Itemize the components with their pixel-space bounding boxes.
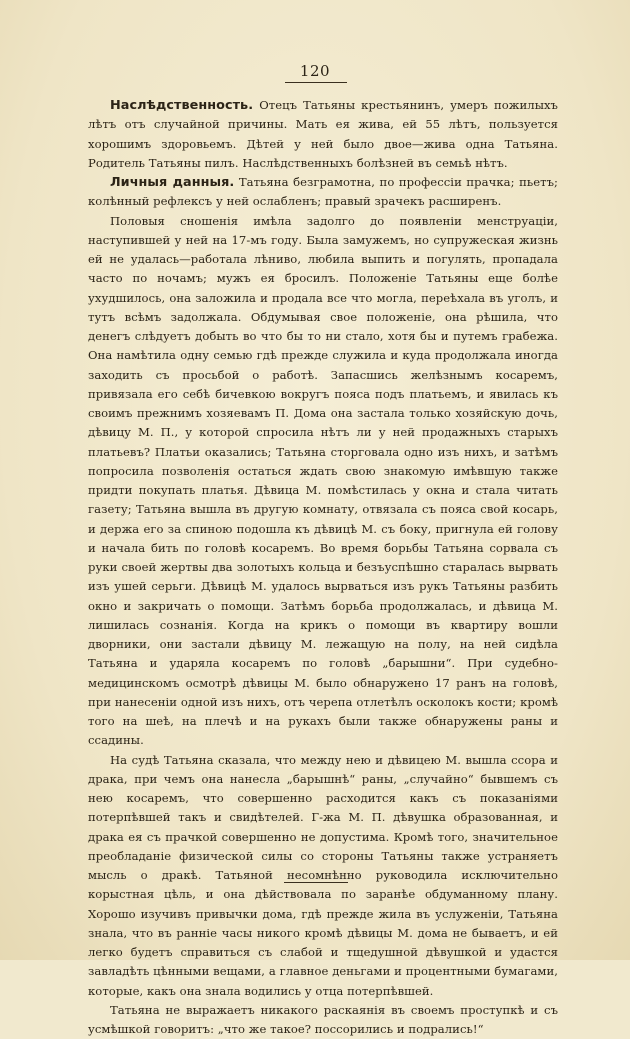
page-number: 120 xyxy=(299,62,331,80)
personal-data-text: Татьяна безграмотна, по профессіи прачка; пьетъ; колѣнный рефлексъ у ней ослабленъ; правый зрачекъ расширенъ. xyxy=(88,175,558,209)
crime-narrative-paragraph: Половыя сношенія имѣла задолго до появленіи менструаціи, наступившей у ней на 17-мъ году. Была замужемъ, но супружеская жизнь ей не удалась—работала лѣниво, любила выпить и погулять, пропадала часто по ночамъ; мужъ ея бросилъ. Положеніе Татьяны еще болѣе ухудшилось, она заложила и продала все что могла, переѣхала въ уголъ, и тутъ всѣмъ задолжала. Обдумывая свое положеніе, она рѣшила, что денегъ слѣдуетъ добыть во что бы то ни стало, хотя бы и путемъ грабежа. Она намѣтила одну семью гдѣ прежде служила и куда продолжала иногда заходить съ просьбой о работѣ. Запасшись желѣзнымъ косаремъ, привязала его себѣ бичевкою вокругъ пояса подъ платьемъ, и явилась къ своимъ прежнимъ хозяевамъ П. Дома она застала только хозяйскую дочь, дѣвицу М. П., у которой спросила нѣтъ ли у ней продажныхъ старыхъ платьевъ? Платьи оказались; Татьяна сторговала одно изъ нихъ, и затѣмъ попросила позволенія остаться ждать свою знакомую имѣвшую также придти покупать платья. Дѣвица М. помѣстилась у окна и стала читать газету; Татьяна вышла въ другую комнату, отвязала съ пояса свой косарь, и держа его за спиною подошла къ дѣвицѣ М. съ боку, пригнула ей голову и начала бить по головѣ косаремъ. Во время борьбы Татьяна сорвала съ руки своей жертвы два золотыхъ кольца и безъуспѣшно старалась вырвать изъ ушей серьги. Дѣвицѣ М. удалось вырваться изъ рукъ Татьяны разбить окно и закричать о помощи. Затѣмъ борьба продолжалась, и дѣвица М. лишилась сознанія. Когда на крикъ о помощи въ квартиру вошли дворники, они застали дѣвицу М. лежащую на полу, на ней сидѣла Татьяна и ударяла косаремъ по головѣ „барышни“. При судебно-медицинскомъ осмотрѣ дѣвицы М. было обнаружено 17 ранъ на головѣ, при нанесеніи одной изъ нихъ, отъ черепа отлетѣлъ осколокъ кости; кромѣ того на шеѣ, на плечѣ и на рукахъ были также обнаружены раны и ссадины. xyxy=(88,213,558,748)
footer-rule xyxy=(284,882,348,883)
personal-data-heading: Личныя данныя. xyxy=(110,175,235,190)
heredity-paragraph xyxy=(88,96,558,173)
body-text xyxy=(88,96,558,1039)
closing-paragraph: Татьяна не выражаетъ никакого раскаянія въ своемъ проступкѣ и съ усмѣшкой говоритъ: „что же такое? поссорились и подрались!“ xyxy=(88,1002,558,1036)
header-rule xyxy=(285,82,347,83)
heredity-text: Отецъ Татьяны крестьянинъ, умеръ пожилыхъ лѣтъ отъ случайной причины. Мать ея жива, ей 55 лѣтъ, пользуется хорошимъ здоровьемъ. Дѣтей у ней было двое—жива одна Татьяна. Родитель Татьяны пилъ. Наслѣдственныхъ болѣзней въ семьѣ нѣтъ. xyxy=(88,98,558,170)
personal-data-paragraph xyxy=(88,173,558,212)
court-testimony-paragraph: На судѣ Татьяна сказала, что между нею и дѣвицею М. вышла ссора и драка, при чемъ она нанесла „барышнѣ“ раны, „случайно“ бывшемъ съ нею косаремъ, что совершенно расходится какъ съ показаніями потерпѣвшей такъ и свидѣтелей. Г-жа М. П. дѣвушка образованная, и драка ея съ прачкой совершенно не допустима. Кромѣ того, значительное преобладаніе физической силы со стороны Татьяны также устраняетъ мысль о дракѣ. Татьяной несомнѣнно руководила исключительно корыстная цѣль, и она дѣйствовала по заранѣе обдуманному плану. Хорошо изучивъ привычки дома, гдѣ прежде жила въ услуженіи, Татьяна знала, что въ ранніе часы никого кромѣ дѣвицы М. дома не бываетъ, и ей легко будетъ справиться съ слабой и тщедушной дѣвушкой и удастся завладѣть цѣнными вещами, а главное деньгами и процентными бумагами, которые, какъ она знала водились у отца потерпѣвшей. xyxy=(88,752,558,998)
heredity-heading: Наслѣдственность. xyxy=(110,98,254,113)
